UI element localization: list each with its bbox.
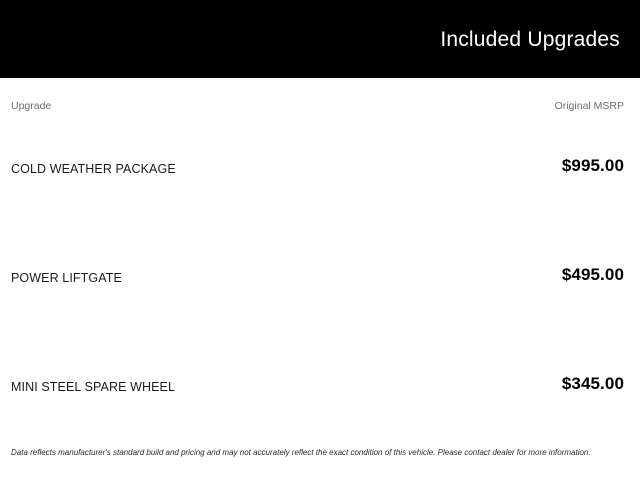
upgrade-name: MINI STEEL SPARE WHEEL [11, 380, 176, 394]
column-header-upgrade: Upgrade [11, 100, 52, 112]
upgrade-price: $995.00 [561, 156, 624, 175]
upgrade-price: $345.00 [561, 374, 624, 393]
upgrades-row-list [0, 138, 640, 465]
upgrade-name: COLD WEATHER PACKAGE [11, 162, 176, 176]
column-header-msrp: Original MSRP [554, 100, 624, 112]
table-row [0, 247, 640, 356]
upgrade-name: POWER LIFTGATE [11, 271, 122, 285]
upgrades-table [0, 78, 640, 480]
table-row [0, 138, 640, 247]
page-header [0, 0, 640, 78]
disclaimer-text: Data reflects manufacturer's standard build and pricing and may not accurately reflect the exact condition of this vehicle. Please contact dealer for more information. [11, 448, 591, 457]
page-title: Included Upgrades [440, 27, 620, 51]
upgrade-price: $495.00 [561, 265, 624, 284]
